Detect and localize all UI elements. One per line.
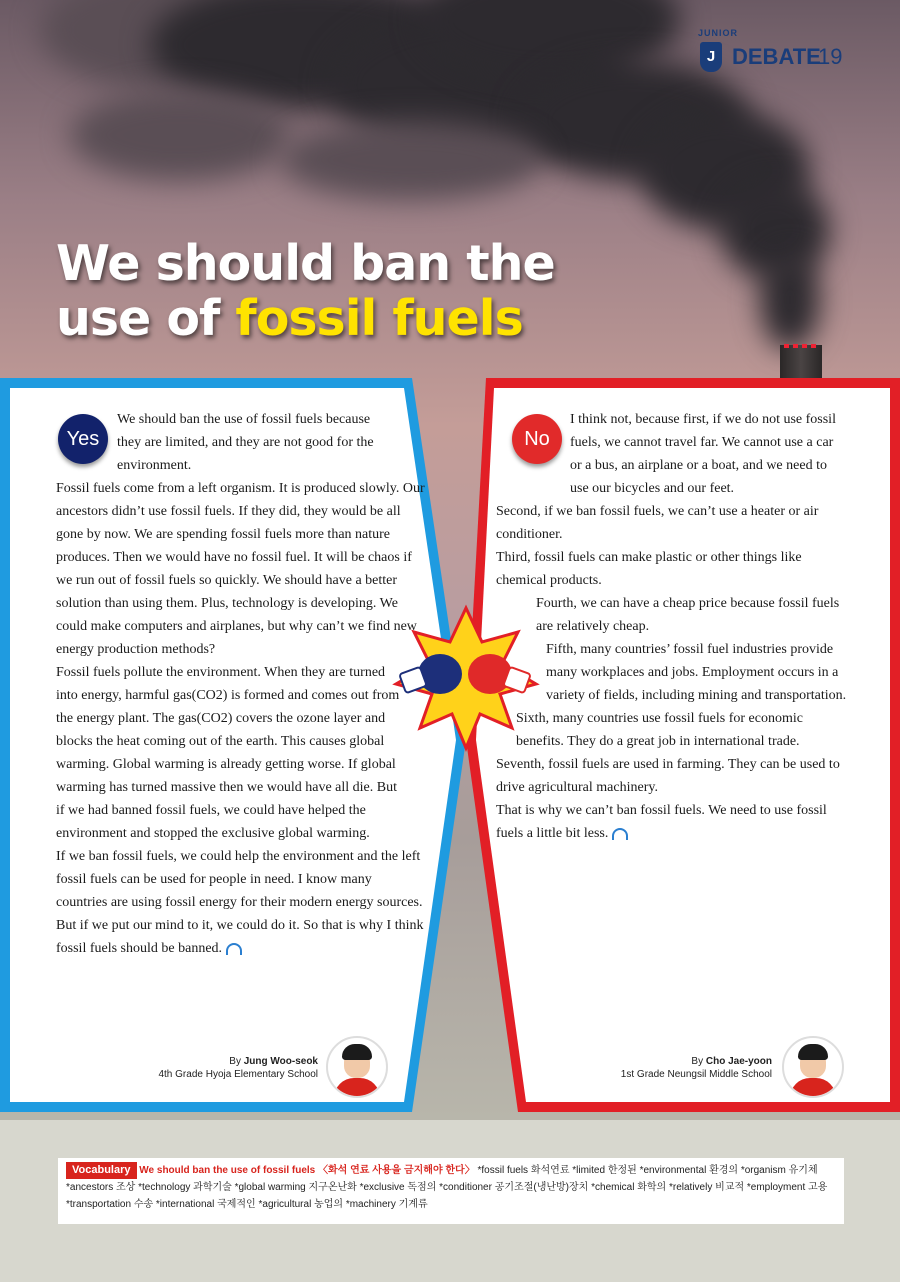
- no-badge: No: [512, 414, 562, 464]
- no-paragraph: Third, fossil fuels can make plastic or other things like chemical products.: [496, 550, 802, 588]
- yes-author-avatar: [326, 1036, 388, 1098]
- vocabulary-box: [58, 1158, 844, 1224]
- no-byline: [600, 1055, 772, 1081]
- title-highlight: fossil fuels: [235, 290, 523, 347]
- no-intro: [570, 408, 840, 500]
- no-paragraph: Second, if we ban fossil fuels, we can’t use a heater or air conditioner.: [496, 504, 819, 542]
- page-title: [56, 236, 555, 346]
- yes-paragraph: We should ban the use of fossil fuels because they are limited, and they are not good for the environment.: [117, 412, 374, 473]
- no-body: [496, 500, 848, 845]
- no-paragraph: That is why we can’t ban fossil fuels. We need to use fossil fuels a little bit less.: [496, 803, 827, 841]
- page-number: 19: [818, 44, 843, 69]
- yes-school: 4th Grade Hyoja Elementary School: [158, 1069, 318, 1080]
- title-line-1: We should ban the: [56, 235, 555, 292]
- yes-author: Jung Woo-seok: [243, 1056, 318, 1067]
- no-paragraph: I think not, because first, if we do not use fossil fuels, we cannot travel far. We cannot use a car or a bus, an airplane or a boat, and we need to use our bicycles and our feet.: [570, 412, 836, 496]
- title-line-2-prefix: use of: [56, 290, 236, 347]
- no-paragraph: Seventh, fossil fuels are used in farming. They can be used to drive agricultural machinery.: [496, 757, 840, 795]
- no-byline-prefix: By: [691, 1056, 706, 1067]
- smokestack-lights: [784, 344, 818, 348]
- vocabulary-label: Vocabulary: [66, 1162, 137, 1179]
- no-paragraph: Sixth, many countries use fossil fuels for economic benefits. They do a great job in international trade.: [516, 711, 803, 749]
- no-author-avatar: [782, 1036, 844, 1098]
- vocabulary-entries: *fossil fuels 화석연료 *limited 한정된 *environmental 환경의 *organism 유기체 *ancestors 조상 *technology 과학기술 *global warming 지구온난화 *exclusive 독점의 *conditioner 공기조절(냉난방)장치 *chemical 화학의 *relatively 비교적 *employment 고용 *transportation 수송 *international 국제적인 *agricultural 농업의 *machinery 기계류: [66, 1165, 828, 1210]
- vocabulary-title: We should ban the use of fossil fuels 〈화석 연료 사용을 금지해야 한다〉: [139, 1165, 475, 1176]
- yes-byline: [150, 1055, 318, 1081]
- yes-byline-prefix: By: [229, 1056, 244, 1067]
- brand-junior-label: JUNIOR: [698, 28, 739, 38]
- no-school: 1st Grade Neungsil Middle School: [620, 1069, 772, 1080]
- yes-paragraph: Fossil fuels pollute the environment. When they are turned into energy, harmful gas(CO2) is formed and comes out from the energy plant. The gas(CO2) covers the ozone layer and blocks the heat coming out of the earth. This causes global warming. Global warming is already getting worse. If global warming has turned massive then we would have all die. But if we had banned fossil fuels, we could have helped the environment and stopped the exclusive global warming.: [56, 665, 400, 841]
- yes-paragraph: Fossil fuels come from a left organism. It is produced slowly. Our ancestors didn’t use fossil fuels. If they did, they would be all gone by now. We are spending fossil fuels more than nature produces. Then we would have no fossil fuel. It will be chaos if we run out of fossil fuels so quickly. We should have a better solution than using them. Plus, technology is developing. We could make computers and airplanes, but why can’t we find new energy production methods?: [56, 481, 425, 657]
- brand-logo-icon: J: [700, 42, 722, 72]
- audio-icon[interactable]: [226, 943, 242, 955]
- brand-name: DEBATE: [732, 44, 821, 69]
- yes-paragraph: If we ban fossil fuels, we could help the environment and the left fossil fuels can be used for people in need. I know many countries are using fossil energy for their modern energy sources. But if we put our mind to it, we could do it. So that is why I think fossil fuels should be banned.: [56, 849, 424, 956]
- yes-badge: Yes: [58, 414, 108, 464]
- audio-icon[interactable]: [612, 828, 628, 840]
- yes-intro: [117, 408, 397, 477]
- no-paragraph: Fourth, we can have a cheap price because fossil fuels are relatively cheap.: [536, 596, 840, 634]
- yes-body: [56, 477, 426, 960]
- no-author: Cho Jae-yoon: [705, 1056, 772, 1067]
- no-paragraph: Fifth, many countries’ fossil fuel industries provide many workplaces and jobs. Employment occurs in a variety of fields, including mining and transportation.: [546, 642, 847, 703]
- magazine-brand: [700, 28, 860, 76]
